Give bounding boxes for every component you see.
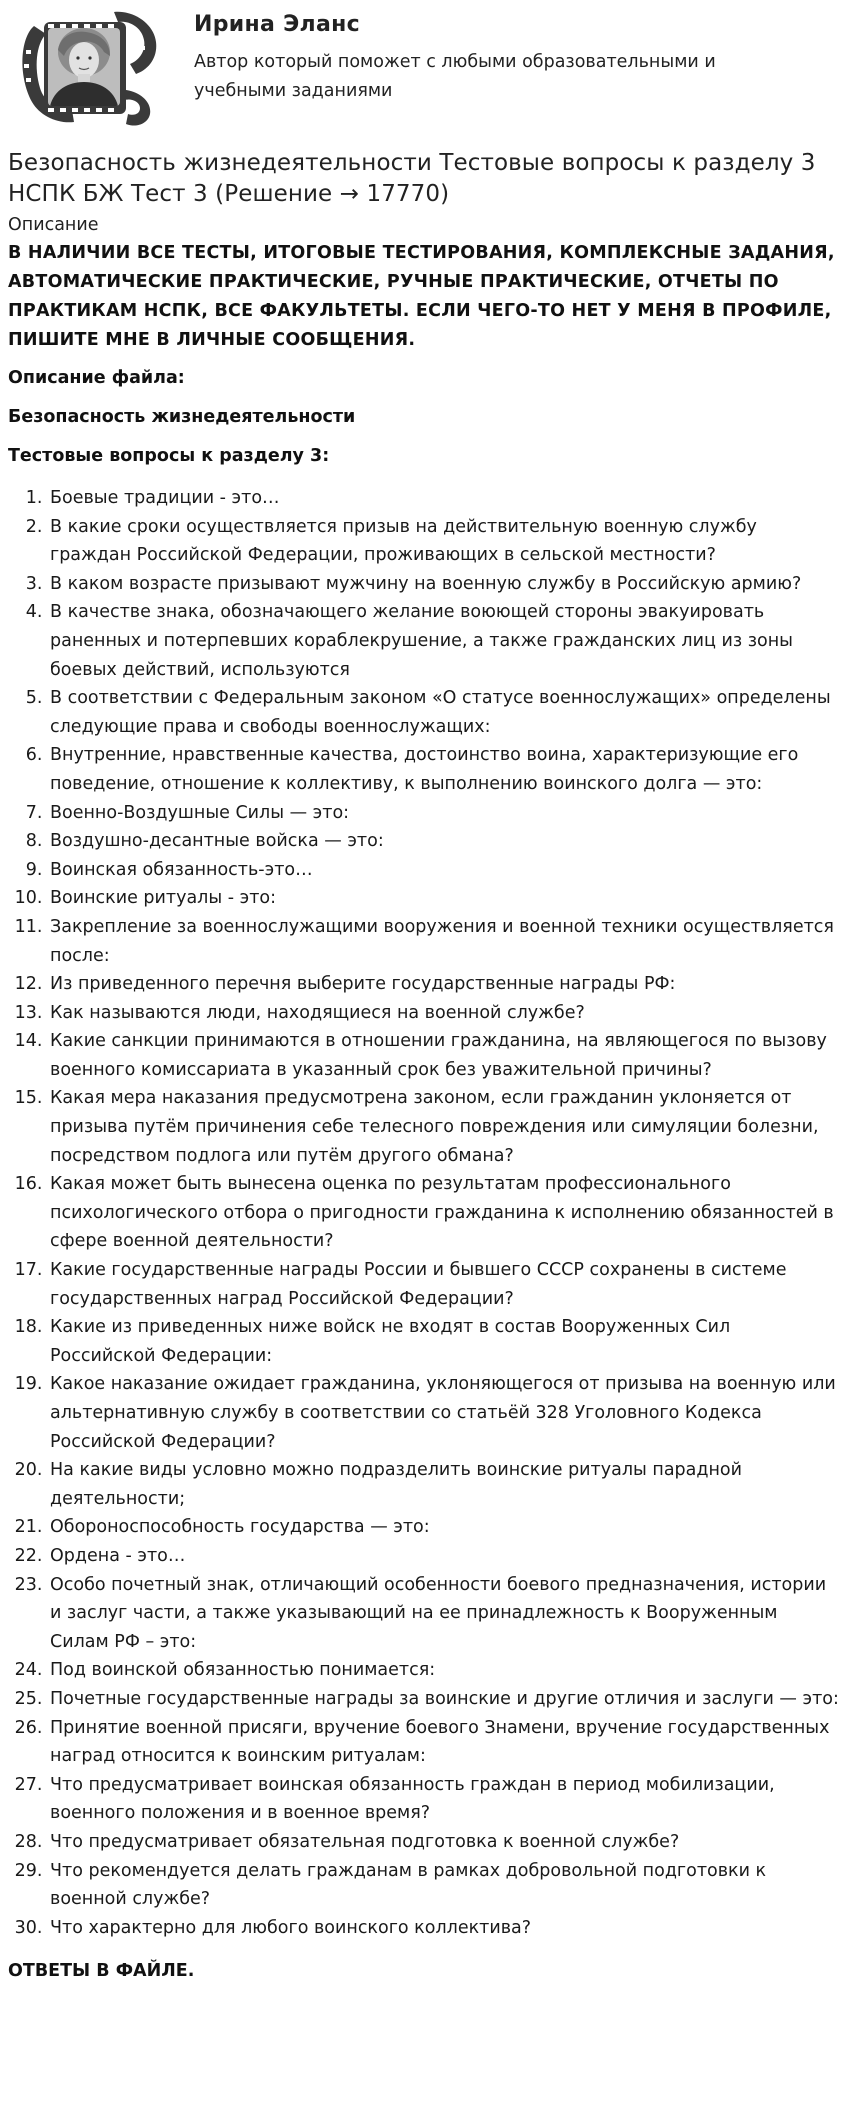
answers-note: ОТВЕТЫ В ФАЙЛЕ. bbox=[8, 1961, 195, 1982]
list-item: 23. Особо почетный знак, отличающий особенности боевого предназначения, истории и заслуг части, а также указывающий на ее принадлежность к Вооруженным Силам РФ – это: bbox=[48, 1571, 839, 1657]
list-item: 17. Какие государственные награды России и бывшего СССР сохранены в системе государственных наград Российской Федерации? bbox=[48, 1256, 839, 1313]
list-item: 5. В соответствии с Федеральным законом «О статусе военнослужащих» определены следующие права и свободы военнослужащих: bbox=[48, 684, 839, 741]
list-item: 18. Какие из приведенных ниже войск не входят в состав Вооруженных Сил Российской Федерации: bbox=[48, 1313, 839, 1370]
list-item: 20. На какие виды условно можно подразделить воинские ритуалы парадной деятельности; bbox=[48, 1456, 839, 1513]
author-card bbox=[8, 0, 839, 136]
list-item: 14. Какие санкции принимаются в отношении гражданина, на являющегося по вызову военного комиссариата в указанный срок без уважительной причины? bbox=[48, 1027, 839, 1084]
list-item: 3. В каком возрасте призывают мужчину на военную службу в Российскую армию? bbox=[48, 570, 839, 599]
list-item: 16. Какая может быть вынесена оценка по результатам профессионального психологического отбора о пригодности гражданина к исполнению обязанностей в сфере военной деятельности? bbox=[48, 1170, 839, 1256]
list-item: 13. Как называются люди, находящиеся на военной службе? bbox=[48, 999, 839, 1028]
list-item: 29. Что рекомендуется делать гражданам в рамках добровольной подготовки к военной службе? bbox=[48, 1857, 839, 1914]
list-item: 1. Боевые традиции - это… bbox=[48, 484, 839, 513]
author-avatar[interactable] bbox=[14, 6, 160, 130]
description-label: Описание bbox=[8, 215, 99, 235]
author-description: Автор который поможет с любыми образовательными и учебными заданиями bbox=[194, 52, 716, 101]
list-item: 25. Почетные государственные награды за воинские и другие отличия и заслуги — это: bbox=[48, 1685, 839, 1714]
list-item: 2. В какие сроки осуществляется призыв на действительную военную службу граждан Российской Федерации, проживающих в сельской местности? bbox=[48, 513, 839, 570]
list-item: 15. Какая мера наказания предусмотрена законом, если гражданин уклоняется от призыва путём причинения себе телесного повреждения или симуляции болезни, посредством подлога или путём другого обмана? bbox=[48, 1084, 839, 1170]
list-item: 21. Обороноспособность государства — это: bbox=[48, 1513, 839, 1542]
list-item: 11. Закрепление за военнослужащими вооружения и военной техники осуществляется после: bbox=[48, 913, 839, 970]
list-item: 9. Воинская обязанность-это… bbox=[48, 856, 839, 885]
list-item: 8. Воздушно-десантные войска — это: bbox=[48, 827, 839, 856]
list-item: 22. Ордена - это… bbox=[48, 1542, 839, 1571]
list-item: 27. Что предусматривает воинская обязанность граждан в период мобилизации, военного положения и в военное время? bbox=[48, 1771, 839, 1828]
list-item: 10. Воинские ритуалы - это: bbox=[48, 884, 839, 913]
list-item: 7. Военно-Воздушные Силы — это: bbox=[48, 799, 839, 828]
list-item: 30. Что характерно для любого воинского коллектива? bbox=[48, 1914, 839, 1943]
list-item: 24. Под воинской обязанностью понимается: bbox=[48, 1656, 839, 1685]
list-item: 6. Внутренние, нравственные качества, достоинство воина, характеризующие его поведение, отношение к коллективу, к выполнению воинского долга — это: bbox=[48, 741, 839, 798]
file-description-label: Описание файла: bbox=[8, 368, 185, 388]
author-name[interactable]: Ирина Эланс bbox=[194, 12, 360, 37]
list-item: 4. В качестве знака, обозначающего желание воюющей стороны эвакуировать раненных и потерпевших кораблекрушение, а также гражданских лиц из зоны боевых действий, используются bbox=[48, 598, 839, 684]
work-title: Безопасность жизнедеятельности Тестовые вопросы к разделу 3 НСПК БЖ Тест 3 (Решение → 17770) bbox=[8, 150, 816, 207]
list-item: 12. Из приведенного перечня выберите государственные награды РФ: bbox=[48, 970, 839, 999]
section-heading: Тестовые вопросы к разделу 3: bbox=[8, 446, 330, 466]
list-item: 28. Что предусматривает обязательная подготовка к военной службе? bbox=[48, 1828, 839, 1857]
list-item: 19. Какое наказание ожидает гражданина, уклоняющегося от призыва на военную или альтернативную службу в соответствии со статьёй 328 Уголовного Кодекса Российской Федерации? bbox=[48, 1370, 839, 1456]
questions-list bbox=[8, 484, 839, 1942]
list-item: 26. Принятие военной присяги, вручение боевого Знамени, вручение государственных наград относится к воинским ритуалам: bbox=[48, 1714, 839, 1771]
description-intro: В НАЛИЧИИ ВСЕ ТЕСТЫ, ИТОГОВЫЕ ТЕСТИРОВАНИЯ, КОМПЛЕКСНЫЕ ЗАДАНИЯ, АВТОМАТИЧЕСКИЕ ПРАКТИЧЕСКИЕ, РУЧНЫЕ ПРАКТИЧЕСКИЕ, ОТЧЕТЫ ПО ПРАКТИКАМ НСПК, ВСЕ ФАКУЛЬТЕТЫ. ЕСЛИ ЧЕГО-ТО НЕТ У МЕНЯ В ПРОФИЛЕ, ПИШИТЕ МНЕ В ЛИЧНЫЕ СООБЩЕНИЯ. bbox=[8, 243, 835, 350]
subject-heading: Безопасность жизнедеятельности bbox=[8, 407, 356, 427]
